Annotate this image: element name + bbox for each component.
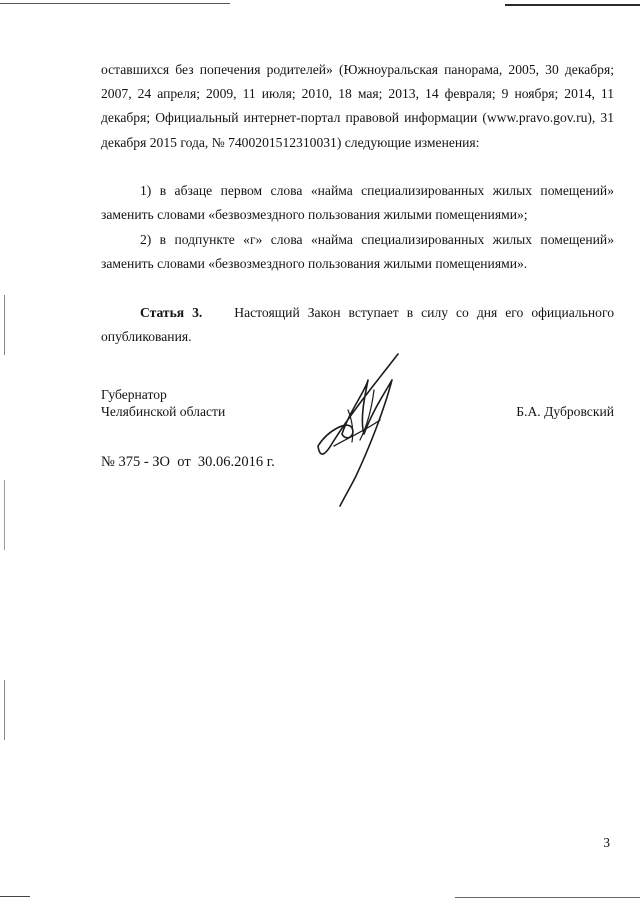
intro-paragraph: оставшихся без попечения родителей» (Южноуральская панорама, 2005, 30 декабря; 2007, 24 апреля; 2009, 11 июля; 2010, 18 мая; 2013, 14 февраля; 9 ноября; 2014, 11 декабря; Официальный интернет-портал правовой информации (www.pravo.gov.ru), 31 декабря 2015 года, № 7400201512310031) следующие изменения: xyxy=(101,62,614,150)
law-number: № 375 - ЗО от 30.06.2016 г. xyxy=(101,454,275,470)
handwritten-signature xyxy=(308,350,418,510)
governor-title-line-2: Челябинской области xyxy=(101,404,226,419)
page-number: 3 xyxy=(603,835,610,850)
scan-line-bottom-right xyxy=(455,897,640,898)
scan-line-top-right xyxy=(505,4,640,6)
governor-title xyxy=(101,386,225,420)
article-heading: Статья 3. xyxy=(140,305,203,320)
amendment-item-1: 1) в абзаце первом слова «найма специализированных жилых помещений» заменить словами «безвозмездного пользования жилыми помещениями»; xyxy=(101,183,614,223)
governor-title-line-1: Губернатор xyxy=(101,387,167,402)
governor-name: Б.А. Дубровский xyxy=(516,404,614,419)
scan-dots-left-3 xyxy=(4,680,5,740)
scan-dots-left-2 xyxy=(4,480,5,550)
scan-dots-left-1 xyxy=(4,295,5,355)
article-text: Настоящий Закон вступает в силу со дня его официального опубликования. xyxy=(101,305,614,345)
article-3-paragraph xyxy=(101,301,614,349)
scan-line-bottom-left xyxy=(0,896,30,897)
scan-line-top-left xyxy=(0,3,230,4)
amendment-item-2: 2) в подпункте «г» слова «найма специализированных жилых помещений» заменить словами «безвозмездного пользования жилыми помещениями». xyxy=(101,232,614,272)
